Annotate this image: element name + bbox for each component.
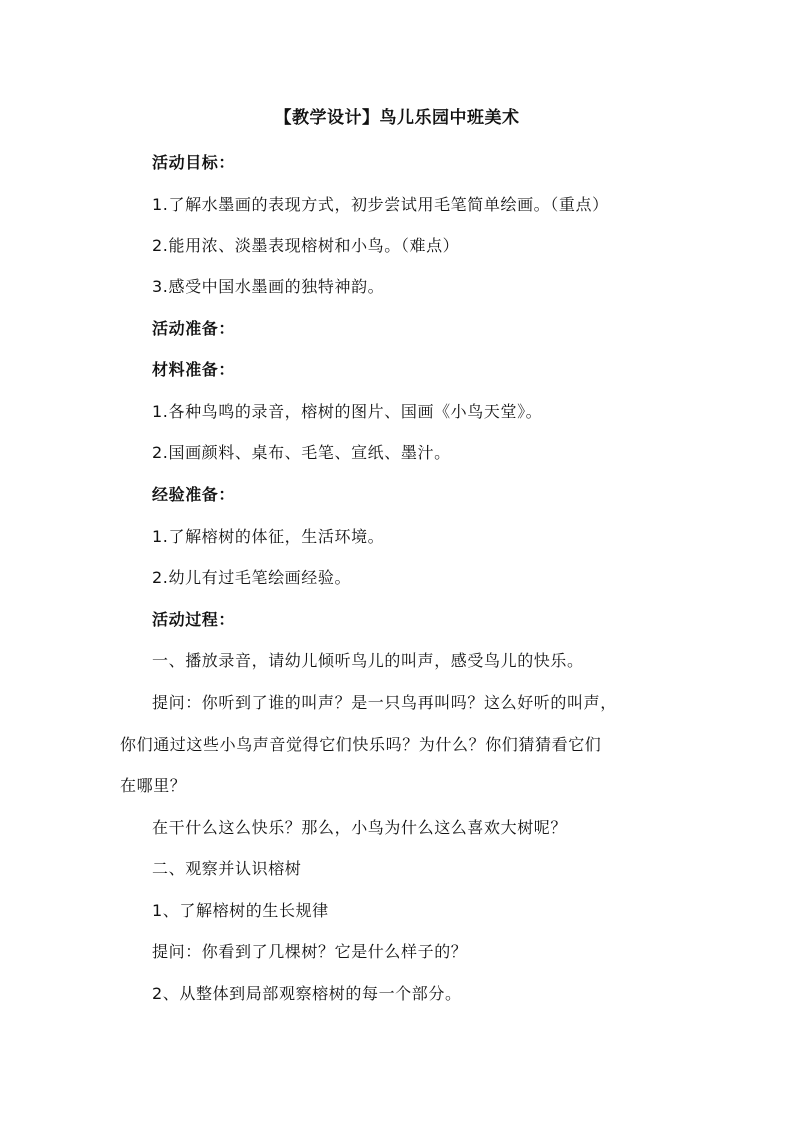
goal-item-1: 1.了解水墨画的表现方式，初步尝试用毛笔简单绘画。（重点） xyxy=(152,195,609,214)
heading-activity-preparation: 活动准备： xyxy=(152,319,236,338)
process-step-2: 二、观察并认识榕树 xyxy=(152,859,302,878)
question-paragraph-2: 在干什么这么快乐？那么，小鸟为什么这么喜欢大树呢？ xyxy=(152,818,568,837)
question-paragraph-line-1: 提问：你听到了谁的叫声？是一只鸟再叫吗？这么好听的叫声， xyxy=(152,693,617,712)
heading-activity-goals: 活动目标： xyxy=(152,153,236,172)
experience-item-2: 2.幼儿有过毛笔绘画经验。 xyxy=(152,568,352,587)
process-substep-1: 1、了解榕树的生长规律 xyxy=(152,901,329,920)
process-substep-2: 2、从整体到局部观察榕树的每一个部分。 xyxy=(152,984,462,1003)
goal-item-2: 2.能用浓、淡墨表现榕树和小鸟。（难点） xyxy=(152,236,460,255)
question-paragraph-line-3: 在哪里？ xyxy=(120,776,187,795)
goal-item-3: 3.感受中国水墨画的独特神韵。 xyxy=(152,277,385,296)
heading-material-preparation: 材料准备： xyxy=(152,360,236,379)
material-item-2: 2.国画颜料、桌布、毛笔、宣纸、墨汁。 xyxy=(152,443,451,462)
material-item-1: 1.各种鸟鸣的录音，榕树的图片、国画《小鸟天堂》。 xyxy=(152,402,543,421)
heading-experience-preparation: 经验准备： xyxy=(152,485,236,504)
question-paragraph-line-2: 你们通过这些小鸟声音觉得它们快乐吗？为什么？你们猜猜看它们 xyxy=(120,735,602,754)
question-paragraph-3: 提问：你看到了几棵树？它是什么样子的？ xyxy=(152,942,468,961)
experience-item-1: 1.了解榕树的体征，生活环境。 xyxy=(152,527,385,546)
process-step-1: 一、播放录音，请幼儿倾听鸟儿的叫声，感受鸟儿的快乐。 xyxy=(152,651,584,670)
heading-activity-process: 活动过程： xyxy=(152,610,236,629)
document-title: 【教学设计】鸟儿乐园中班美术 xyxy=(274,108,520,128)
